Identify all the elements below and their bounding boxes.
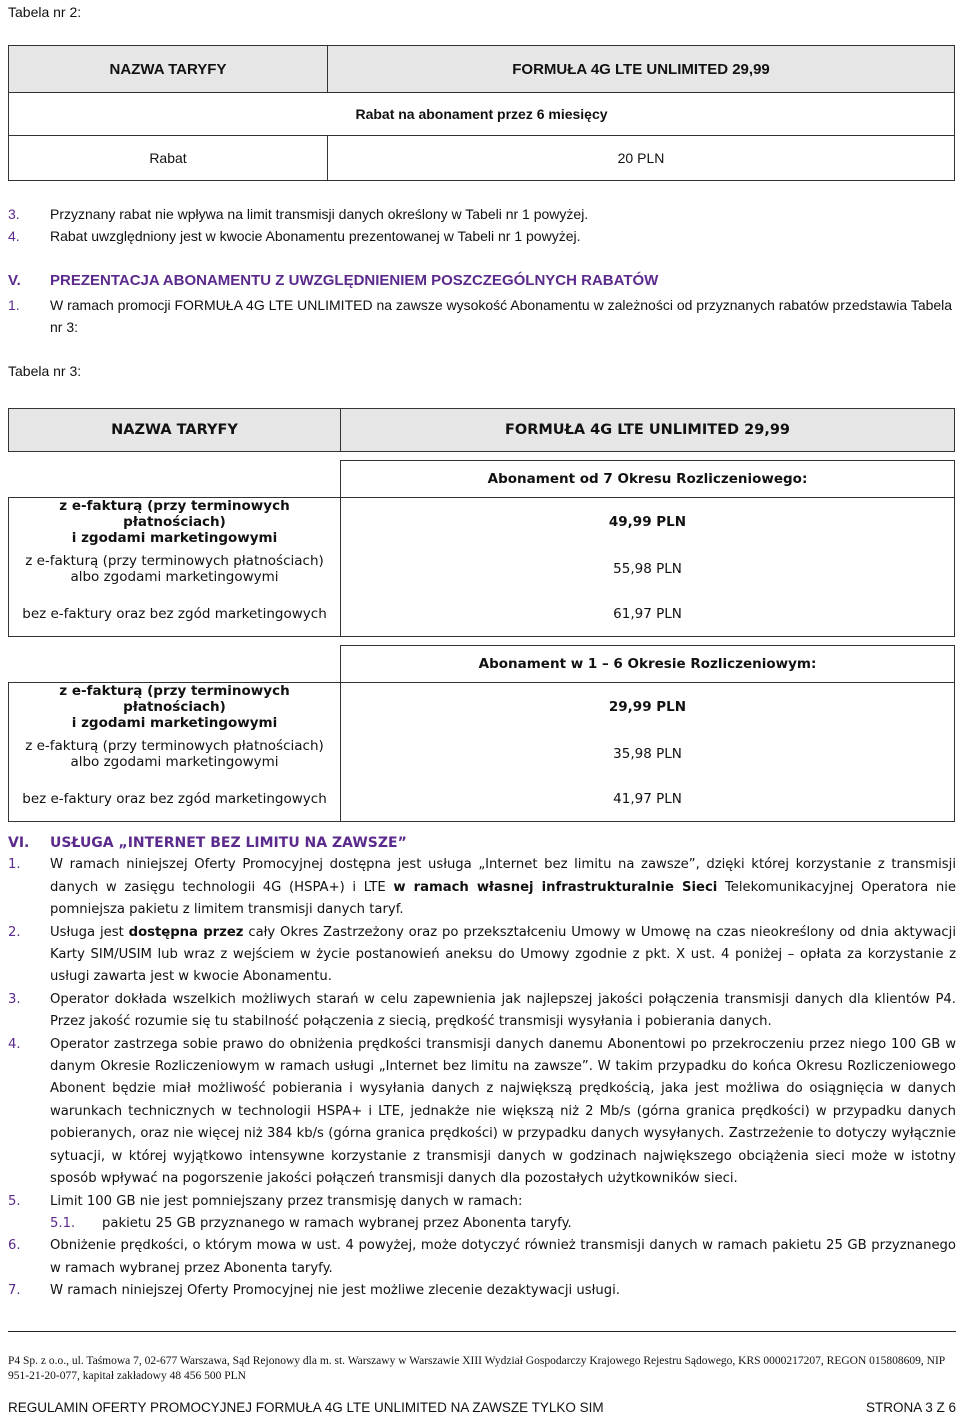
table-row: z e-fakturą (przy terminowych płatnościach) i zgodami marketingowymi 29,99 PLN [9, 683, 955, 732]
table-row: bez e-faktury oraz bez zgód marketingowych 61,97 PLN [9, 592, 955, 637]
table3-header-name: NAZWA TARYFY [9, 409, 341, 452]
list-item: 5. Limit 100 GB nie jest pomniejszany przez transmisję danych w ramach: [8, 1193, 523, 1209]
page-footer [8, 1400, 956, 1415]
table2-header-tariff: FORMUŁA 4G LTE UNLIMITED 29,99 [328, 46, 955, 93]
table3-group1-title: Abonament od 7 Okresu Rozliczeniowego: [341, 461, 955, 498]
table2-row-value: 20 PLN [328, 136, 955, 181]
points-a [8, 203, 956, 247]
list-item: 6. Obniżenie prędkości, o którym mowa w ust. 4 powyżej, może dotyczyć również transmisji danych w ramach pakietu 25 GB przyznanego w ramach wybranej przez Abonenta taryfy. [8, 1238, 956, 1276]
list-item: 2. Usługa jest dostępna przez cały Okres Zastrzeżony oraz po przekształceniu Umowy w Umowę na czas nieokreślony od dnia aktywacji Karty SIM/USIM lub wraz z wejściem w życie postanowień aneksu do Umowy zgodnie z pkt. X ust. 4 poniżej – opłata za korzystanie z usługi zawarta jest w kwocie Abonamentu. [8, 924, 956, 985]
list-item: 3. Operator dokłada wszelkich możliwych starań w celu zapewnienia jak najlepszej jakości połączenia transmisji danych dla klientów P4. Przez jakość rozumie się tu stabilność połączenia z siecią, prędkość transmisji wysyłania i pobierania danych. [8, 991, 956, 1030]
section-v-heading: V. PREZENTACJA ABONAMENTU Z UWZGLĘDNIENIEM POSZCZEGÓLNYCH RABATÓW [8, 272, 659, 289]
footer-divider [8, 1331, 956, 1332]
list-item: 4. Operator zastrzega sobie prawo do obniżenia prędkości transmisji danych danemu Abonentowi po przekroczeniu przez niego 100 GB w danym Okresie Rozliczeniowym w ramach usługi „Internet bez limitu na zawsze”. W takim przypadku do końca Okresu Rozliczeniowego Abonent będzie miał możliwość pobierania i wysyłania danych z największą prędkością, jaka jest możliwa do osiągnięcia w danych warunkach technicznych w technologii HSPA+ i LTE, jednakże nie większą niż 2 Mb/s (górna granica prędkości) w przypadku danych pobieranych, oraz nie więcej niż 384 kb/s (górna granica prędkości) w przypadku danych wysyłanych. Zastrzeżenie to dotyczy wyłącznie sytuacji, w której wyjątkowo intensywne korzystanie z transmisji danych w godzinach największego obciążenia sieci może w istotny sposób wpływać na pogorszenie jakości połączeń transmisji danych dla pozostałych użytkowników sieci. [8, 1036, 956, 1187]
list-item: 4. Rabat uwzględniony jest w kwocie Abonamentu prezentowanej w Tabeli nr 1 powyżej. [8, 228, 581, 244]
section-vi [8, 832, 956, 1303]
table-row: z e-fakturą (przy terminowych płatnościach) i zgodami marketingowymi 49,99 PLN [9, 498, 955, 547]
document-title: REGULAMIN OFERTY PROMOCYJNEJ FORMUŁA 4G LTE UNLIMITED NA ZAWSZE TYLKO SIM [8, 1400, 604, 1415]
list-item: 3. Przyznany rabat nie wpływa na limit transmisji danych określony w Tabeli nr 1 powyżej. [8, 206, 589, 222]
list-item: 7. W ramach niniejszej Oferty Promocyjnej nie jest możliwe zlecenie dezaktywacji usługi. [8, 1283, 620, 1299]
section-vi-heading: VI. USŁUGA „INTERNET BEZ LIMITU NA ZAWSZE” [8, 835, 407, 851]
table2-caption: Tabela nr 2: [8, 4, 82, 20]
table2-header-name: NAZWA TARYFY [9, 46, 328, 93]
table2 [8, 45, 955, 181]
table3-header-tariff: FORMUŁA 4G LTE UNLIMITED 29,99 [341, 409, 955, 452]
table3-caption: Tabela nr 3: [8, 363, 82, 379]
table3-group2-title: Abonament w 1 – 6 Okresie Rozliczeniowym: [341, 646, 955, 683]
footer-company: P4 Sp. z o.o., ul. Taśmowa 7, 02-677 Warszawa, Sąd Rejonowy dla m. st. Warszawy w Warszawie XIII Wydział Gospodarczy Krajowego Rejestru Sądowego, KRS 0000217207, REGON 015808609, NIP 951-21-20-077, kapitał zakładowy 48 456 500 PLN [8, 1355, 945, 1382]
list-item: 5.1. pakietu 25 GB przyznanego w ramach wybranej przez Abonenta taryfy. [50, 1215, 572, 1231]
table2-row-label: Rabat [9, 136, 328, 181]
table-row: z e-fakturą (przy terminowych płatnościach) albo zgodami marketingowymi 35,98 PLN [9, 731, 955, 777]
table2-subheader: Rabat na abonament przez 6 miesięcy [9, 93, 955, 136]
list-item: 1. W ramach niniejszej Oferty Promocyjnej dostępna jest usługa „Internet bez limitu na zawsze”, dzięki której korzystanie z transmisji danych w zasięgu technologii 4G (HSPA+) i LTE w ramach własnej infrastrukturalnie Sieci Telekomunikacyjnej Operatora nie pomniejsza pakietu z limitem transmisji danych taryf. [8, 857, 957, 918]
table3 [8, 408, 955, 822]
section-v-item: 1. W ramach promocji FORMUŁA 4G LTE UNLIMITED na zawsze wysokość Abonamentu w zależności od przyznanych rabatów przedstawia Tabela nr 3: [8, 297, 953, 335]
table-row: z e-fakturą (przy terminowych płatnościach) albo zgodami marketingowymi 55,98 PLN [9, 546, 955, 592]
page-number: STRONA 3 Z 6 [865, 1400, 956, 1415]
table-row: bez e-faktury oraz bez zgód marketingowych 41,97 PLN [9, 777, 955, 822]
